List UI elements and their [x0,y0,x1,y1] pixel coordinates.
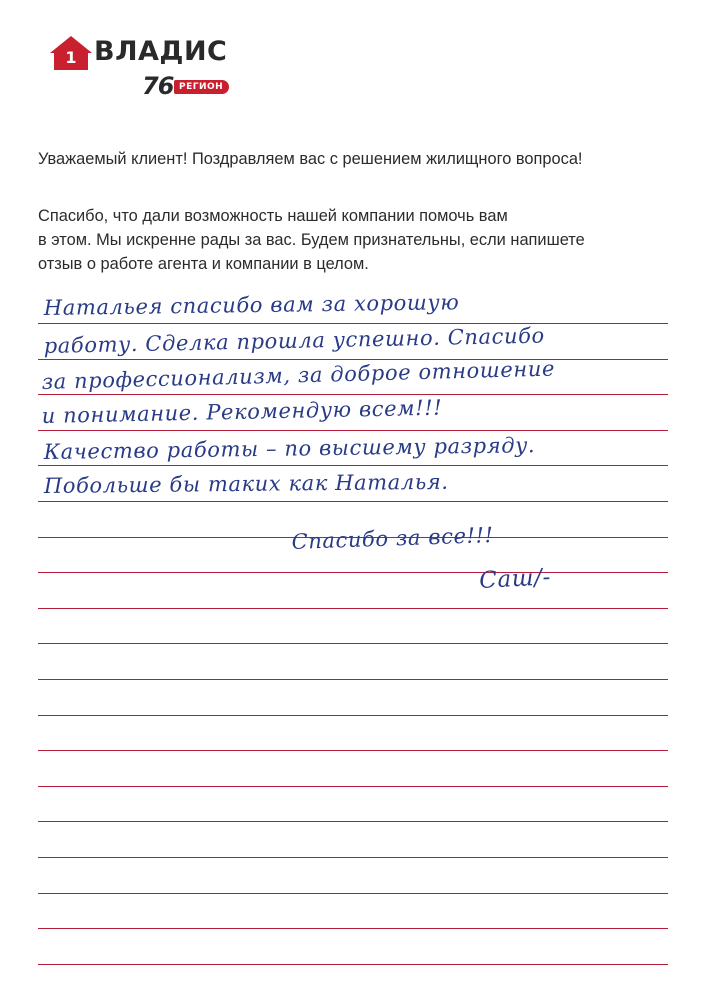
ruled-line [38,643,668,644]
intro-line: отзыв о работе агента и компании в целом. [38,255,369,273]
logo-wordmark: ВЛАДИС [94,36,228,67]
handwritten-line: Натальея спасибо вам за хорошую [43,290,460,320]
ruled-line [38,572,668,573]
ruled-line [38,928,668,929]
ruled-line [38,359,668,360]
ruled-line [38,715,668,716]
ruled-line [38,964,668,965]
handwritten-line: за профессионализм, за доброе отношение [41,356,556,394]
handwritten-line: и понимание. Рекомендую всем!!! [41,395,443,428]
logo-house-number: 1 [65,48,77,67]
handwritten-thanks: Спасибо за все!!! [291,522,495,554]
ruled-line [38,608,668,609]
ruled-line [38,394,668,395]
house-key-logo-icon [50,36,92,70]
company-logo [50,36,230,102]
handwritten-line: работу. Сделка прошла успешно. Спасибо [43,323,546,358]
ruled-line [38,430,668,431]
handwritten-line: Побольше бы таких как Наталья. [43,469,449,498]
ruled-line [38,821,668,822]
ruled-line [38,679,668,680]
greeting-text: Уважаемый клиент! Поздравляем вас с решением жилищного вопроса! [38,150,583,168]
intro-paragraph [38,204,585,276]
ruled-line [38,465,668,466]
handwritten-signature: Саш/- [478,564,552,594]
intro-line: Спасибо, что дали возможность нашей компании помочь вам [38,207,508,225]
ruled-line [38,786,668,787]
ruled-line [38,501,668,502]
handwritten-line: Качество работы – по высшему разряду. [43,433,536,464]
ruled-line [38,857,668,858]
ruled-line [38,750,668,751]
intro-line: в этом. Мы искренне рады за вас. Будем признательны, если напишете [38,231,585,249]
ruled-line [38,323,668,324]
logo-region-badge: РЕГИОН [174,80,229,94]
logo-region-number: 76 [142,72,174,100]
ruled-line [38,893,668,894]
